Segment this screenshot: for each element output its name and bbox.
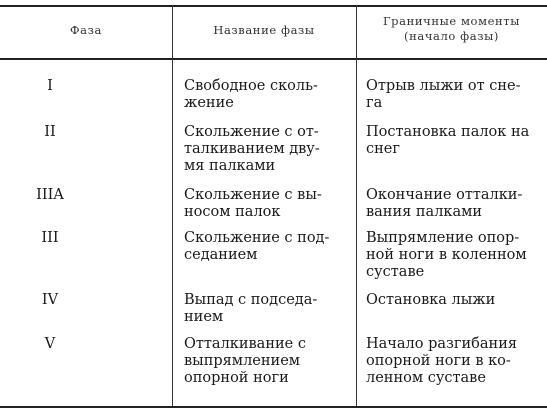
phase-cell: III	[41, 230, 59, 246]
name-cell: Свободное сколь- жение	[184, 78, 318, 111]
phase-cell: II	[44, 124, 56, 140]
bound-cell: Постановка палок на снег	[366, 124, 530, 157]
bound-cell: Начало разгибания опорной ноги в ко- ленном суставе	[366, 336, 518, 386]
table-header-rule	[0, 58, 547, 60]
header-name: Название фазы	[213, 23, 315, 37]
name-cell: Скольжение с под- седанием	[184, 230, 330, 263]
name-cell: Скольжение с вы- носом палок	[184, 187, 322, 220]
bound-cell: Окончание отталки- вания палками	[366, 187, 523, 220]
header-phase: Фаза	[70, 23, 102, 37]
name-cell: Скольжение с от- талкиванием дву- мя палками	[184, 124, 320, 174]
bound-cell: Отрыв лыжи от сне- га	[366, 78, 521, 111]
phase-cell: I	[47, 78, 53, 94]
name-cell: Выпад с подседа- нием	[184, 292, 318, 325]
bound-cell: Остановка лыжи	[366, 292, 496, 308]
header-bounds: Граничные моменты (начало фазы)	[382, 14, 521, 43]
column-divider	[172, 5, 173, 406]
table-bottom-rule	[0, 406, 547, 408]
phase-cell: IIIA	[36, 187, 64, 203]
bound-cell: Выпрямление опор- ной ноги в коленном суставе	[366, 230, 527, 280]
phase-cell: V	[44, 336, 56, 352]
name-cell: Отталкивание с выпрямлением опорной ноги	[184, 336, 306, 386]
phase-cell: IV	[41, 292, 59, 308]
table-top-rule	[0, 5, 547, 7]
column-divider	[356, 5, 357, 406]
